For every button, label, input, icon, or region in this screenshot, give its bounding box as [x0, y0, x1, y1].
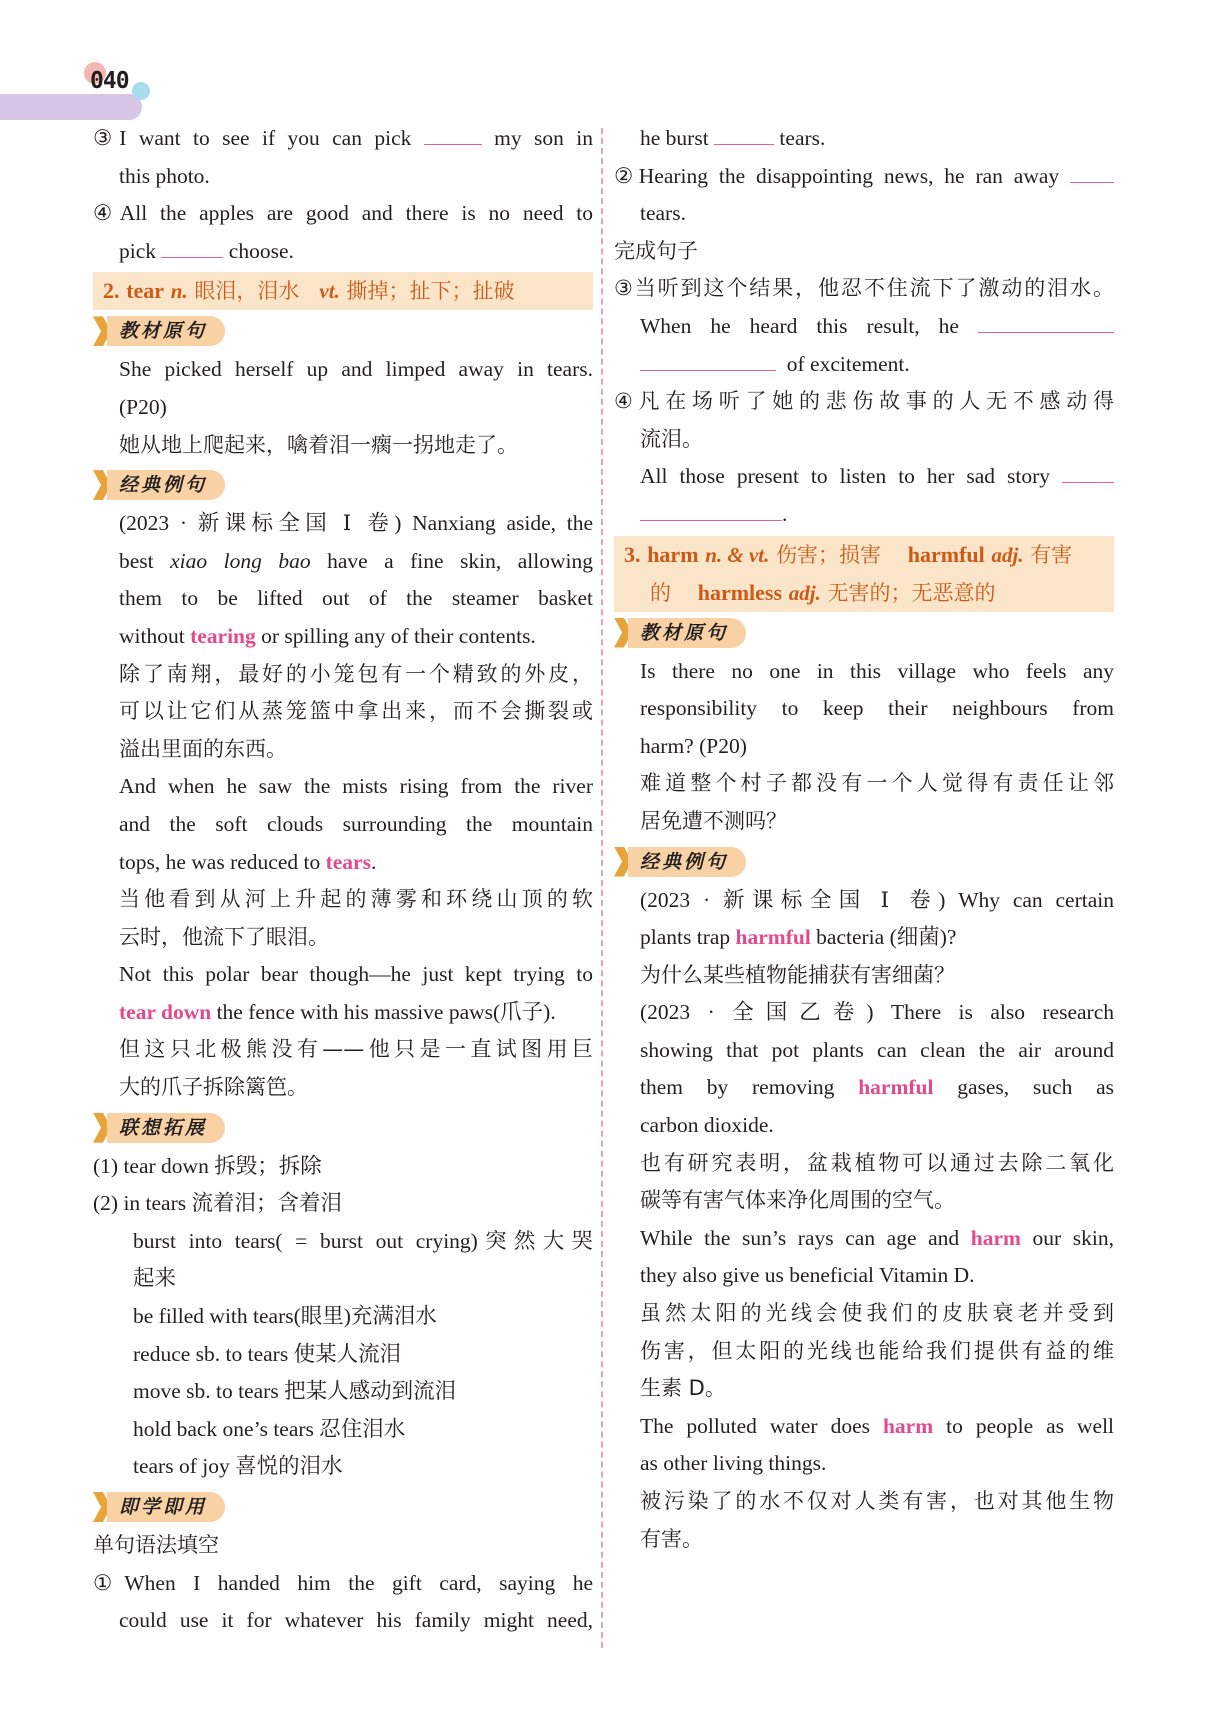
- example-line: (2023 · 全国乙卷) There is also research: [640, 1000, 1114, 1025]
- original-sentence: She picked herself up and limped away in tears.: [119, 357, 593, 382]
- answer-blank[interactable]: [1062, 481, 1114, 483]
- practice-2-line: ②Hearing the disappointing news, he ran away: [614, 158, 1114, 196]
- example-translation: 生素 D。: [640, 1376, 726, 1401]
- section-label-original: 教材原句: [93, 314, 593, 348]
- complete-title: 完成句子: [614, 238, 698, 263]
- right-column: [614, 120, 1114, 1558]
- section-label-original: 教材原句: [614, 616, 1114, 650]
- header-tab-decoration: [0, 94, 142, 120]
- example-line: The polluted water does harm to people as well: [640, 1413, 1115, 1438]
- example-line: they also give us beneficial Vitamin D.: [640, 1263, 975, 1288]
- example-line: and the soft clouds surrounding the mountain: [119, 811, 593, 836]
- example-translation: 可以让它们从蒸笼篮中拿出来，而不会撕裂或: [119, 699, 593, 724]
- example-line: tear down the fence with his massive paws(爪子).: [119, 999, 556, 1024]
- example-translation: 云时，他流下了眼泪。: [119, 924, 329, 949]
- association-item: 起来: [133, 1266, 177, 1291]
- example-line: without tearing or spilling any of their contents.: [119, 623, 536, 648]
- example-line: best xiao long bao have a fine skin, allowing: [119, 548, 593, 573]
- section-label-examples: 经典例句: [614, 845, 1114, 879]
- practice-1-line: ①When I handed him the gift card, saying he: [93, 1570, 593, 1595]
- left-column: [93, 120, 593, 1640]
- page-number: 040: [90, 68, 129, 94]
- example-line: And when he saw the mists rising from the river: [119, 774, 593, 799]
- practice-3-line: of excitement.: [614, 346, 1114, 384]
- practice-1-end: he burst tears.: [640, 126, 826, 150]
- exercise-4-cont: pick choose.: [119, 238, 294, 263]
- example-line: them to be lifted out of the steamer basket: [119, 586, 593, 611]
- original-sentence: harm? (P20): [640, 733, 747, 758]
- association-item: (2) in tears 流着泪；含着泪: [93, 1191, 343, 1216]
- section-label-practice: 即学即用: [93, 1490, 593, 1524]
- example-line: While the sun’s rays can age and harm our skin,: [640, 1225, 1115, 1250]
- example-line: (2023 · 新课标全国 Ⅰ 卷) Nanxiang aside, the: [119, 511, 593, 536]
- example-translation: 溢出里面的东西。: [119, 736, 287, 761]
- example-line: carbon dioxide.: [640, 1113, 774, 1138]
- practice-1-line: could use it for whatever his family might need,: [119, 1608, 593, 1633]
- practice-3-prompt: ③当听到这个结果，他忍不住流下了激动的泪水。: [614, 276, 1114, 301]
- original-sentence: Is there no one in this village who feels any: [640, 658, 1114, 683]
- example-translation: 为什么某些植物能捕获有害细菌？: [640, 962, 955, 987]
- example-line: plants trap harmful bacteria (细菌)?: [640, 925, 957, 950]
- example-translation: 虽然太阳的光线会使我们的皮肤衰老并受到: [640, 1301, 1114, 1326]
- exercise-4-line: ④All the apples are good and there is no need to: [93, 201, 593, 226]
- association-item: be filled with tears(眼里)充满泪水: [133, 1304, 437, 1329]
- example-translation: 当他看到从河上升起的薄雾和环绕山顶的软: [119, 887, 593, 912]
- example-line: as other living things.: [640, 1451, 827, 1476]
- original-translation: 居免遭不测吗？: [640, 808, 787, 833]
- original-translation: 难道整个村子都没有一个人觉得有责任让邻: [640, 771, 1114, 796]
- example-translation: 但这只北极熊没有——他只是一直试图用巨: [119, 1037, 593, 1062]
- answer-blank[interactable]: [1070, 181, 1114, 183]
- association-item: tears of joy 喜悦的泪水: [133, 1454, 343, 1479]
- association-item: (1) tear down 拆毁；拆除: [93, 1153, 322, 1178]
- answer-blank[interactable]: [424, 143, 482, 145]
- practice-title: 单句语法填空: [93, 1533, 219, 1557]
- example-translation: 也有研究表明，盆栽植物可以通过去除二氧化: [640, 1150, 1114, 1175]
- section-label-association: 联想拓展: [93, 1111, 593, 1145]
- answer-blank[interactable]: [161, 256, 223, 258]
- blue-dot-decoration: [132, 82, 150, 100]
- practice-4-line: All those present to listen to her sad story: [614, 458, 1114, 496]
- practice-2-cont: tears.: [640, 201, 686, 226]
- practice-4-line: .: [614, 496, 1114, 534]
- section-label-examples: 经典例句: [93, 468, 593, 502]
- example-translation: 被污染了的水不仅对人类有害，也对其他生物: [640, 1489, 1114, 1513]
- example-translation: 除了南翔，最好的小笼包有一个精致的外皮，: [119, 661, 593, 686]
- association-item: move sb. to tears 把某人感动到流泪: [133, 1379, 457, 1404]
- example-line: tops, he was reduced to tears.: [119, 849, 377, 874]
- column-divider: [601, 128, 603, 1648]
- word-entry-harm: 3. harm n. & vt. 伤害；损害 harmful adj. 有害 的 harmless adj. 无害的；无恶意的: [614, 536, 1114, 612]
- original-sentence: responsibility to keep their neighbours from: [640, 696, 1114, 721]
- example-line: showing that pot plants can clean the air around: [640, 1037, 1114, 1062]
- answer-blank[interactable]: [714, 143, 774, 145]
- association-item: reduce sb. to tears 使某人流泪: [133, 1341, 402, 1366]
- practice-4-prompt: 流泪。: [640, 426, 703, 451]
- example-translation: 大的爪子拆除篱笆。: [119, 1075, 308, 1100]
- answer-blank[interactable]: [978, 331, 1114, 333]
- association-item: hold back one’s tears 忍住泪水: [133, 1416, 406, 1441]
- example-line: them by removing harmful gases, such as: [640, 1075, 1114, 1100]
- exercise-3-line: ③I want to see if you can pick my son in: [93, 126, 593, 150]
- original-ref: (P20): [119, 394, 167, 419]
- answer-blank[interactable]: [640, 519, 782, 521]
- practice-3-line: When he heard this result, he: [614, 308, 1114, 346]
- example-translation: 伤害，但太阳的光线也能给我们提供有益的维: [640, 1338, 1114, 1363]
- example-translation: 碳等有害气体来净化周围的空气。: [640, 1188, 955, 1213]
- word-entry-tear: 2. tear n. 眼泪，泪水 vt. 撕掉；扯下；扯破: [93, 272, 593, 310]
- answer-blank[interactable]: [640, 369, 776, 371]
- exercise-3-cont: this photo.: [119, 163, 210, 188]
- original-translation: 她从地上爬起来，噙着泪一瘸一拐地走了。: [119, 432, 518, 457]
- example-translation: 有害。: [640, 1526, 703, 1551]
- example-line: (2023 · 新课标全国 Ⅰ 卷) Why can certain: [640, 887, 1114, 912]
- association-item: burst into tears( = burst out crying)突然大哭: [133, 1228, 593, 1253]
- practice-4-prompt: ④凡在场听了她的悲伤故事的人无不感动得: [614, 389, 1114, 414]
- example-line: Not this polar bear though—he just kept trying to: [119, 962, 593, 987]
